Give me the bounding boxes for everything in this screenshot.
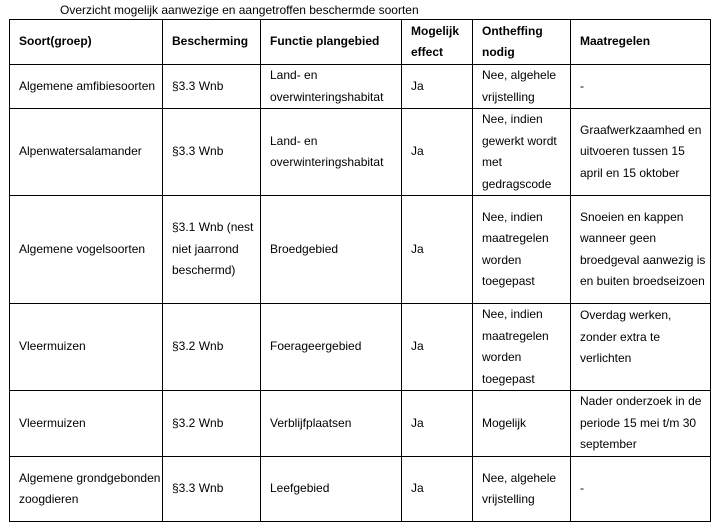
cell-effect: Ja: [402, 65, 473, 109]
cell-ontheffing: Mogelijk: [473, 391, 571, 457]
table-row: [10, 457, 711, 522]
cell-bescherming: §3.3 Wnb: [163, 109, 261, 196]
cell-bescherming: §3.1 Wnb (nest niet jaarrond beschermd): [163, 196, 261, 304]
cell-soort: Algemene grondgebonden zoogdieren: [10, 457, 163, 522]
cell-soort: Vleermuizen: [10, 391, 163, 457]
cell-functie: Land- en overwinteringshabitat: [261, 109, 402, 196]
table-caption: Overzicht mogelijk aanwezige en aangetroffen beschermde soorten: [60, 3, 419, 17]
cell-functie: Leefgebied: [261, 457, 402, 522]
cell-maatregelen: -: [571, 65, 711, 109]
cell-maatregelen: Overdag werken, zonder extra te verlichten: [571, 304, 711, 391]
header-maatregelen: Maatregelen: [571, 20, 711, 65]
cell-maatregelen: Graafwerkzaamhed en uitvoeren tussen 15 april en 15 oktober: [571, 109, 711, 196]
cell-soort: Algemene vogelsoorten: [10, 196, 163, 304]
species-protection-table: [9, 19, 711, 522]
cell-functie: Land- en overwinteringshabitat: [261, 65, 402, 109]
table-row: [10, 304, 711, 391]
cell-soort: Vleermuizen: [10, 304, 163, 391]
cell-functie: Foerageergebied: [261, 304, 402, 391]
cell-soort: Alpenwatersalamander: [10, 109, 163, 196]
cell-ontheffing: Nee, algehele vrijstelling: [473, 457, 571, 522]
cell-functie: Verblijfplaatsen: [261, 391, 402, 457]
header-ontheffing: Ontheffing nodig: [473, 20, 571, 65]
cell-soort: Algemene amfibiesoorten: [10, 65, 163, 109]
cell-bescherming: §3.3 Wnb: [163, 65, 261, 109]
cell-maatregelen: Snoeien en kappen wanneer geen broedgeval aanwezig is en buiten broedseizoen: [571, 196, 711, 304]
table-row: [10, 391, 711, 457]
table-row: [10, 196, 711, 304]
cell-bescherming: §3.2 Wnb: [163, 391, 261, 457]
header-effect: Mogelijk effect: [402, 20, 473, 65]
cell-effect: Ja: [402, 457, 473, 522]
header-bescherming: Bescherming: [163, 20, 261, 65]
cell-maatregelen: Nader onderzoek in de periode 15 mei t/m 30 september: [571, 391, 711, 457]
cell-effect: Ja: [402, 196, 473, 304]
cell-effect: Ja: [402, 391, 473, 457]
cell-effect: Ja: [402, 109, 473, 196]
cell-ontheffing: Nee, indien maatregelen worden toegepast: [473, 304, 571, 391]
header-soort: Soort(groep): [10, 20, 163, 65]
cell-effect: Ja: [402, 304, 473, 391]
header-functie: Functie plangebied: [261, 20, 402, 65]
cell-ontheffing: Nee, indien gewerkt wordt met gedragscode: [473, 109, 571, 196]
cell-bescherming: §3.2 Wnb: [163, 304, 261, 391]
cell-ontheffing: Nee, algehele vrijstelling: [473, 65, 571, 109]
table-header-row: [10, 20, 711, 65]
table-row: [10, 109, 711, 196]
cell-bescherming: §3.3 Wnb: [163, 457, 261, 522]
cell-maatregelen: -: [571, 457, 711, 522]
cell-functie: Broedgebied: [261, 196, 402, 304]
cell-ontheffing: Nee, indien maatregelen worden toegepast: [473, 196, 571, 304]
table-row: [10, 65, 711, 109]
